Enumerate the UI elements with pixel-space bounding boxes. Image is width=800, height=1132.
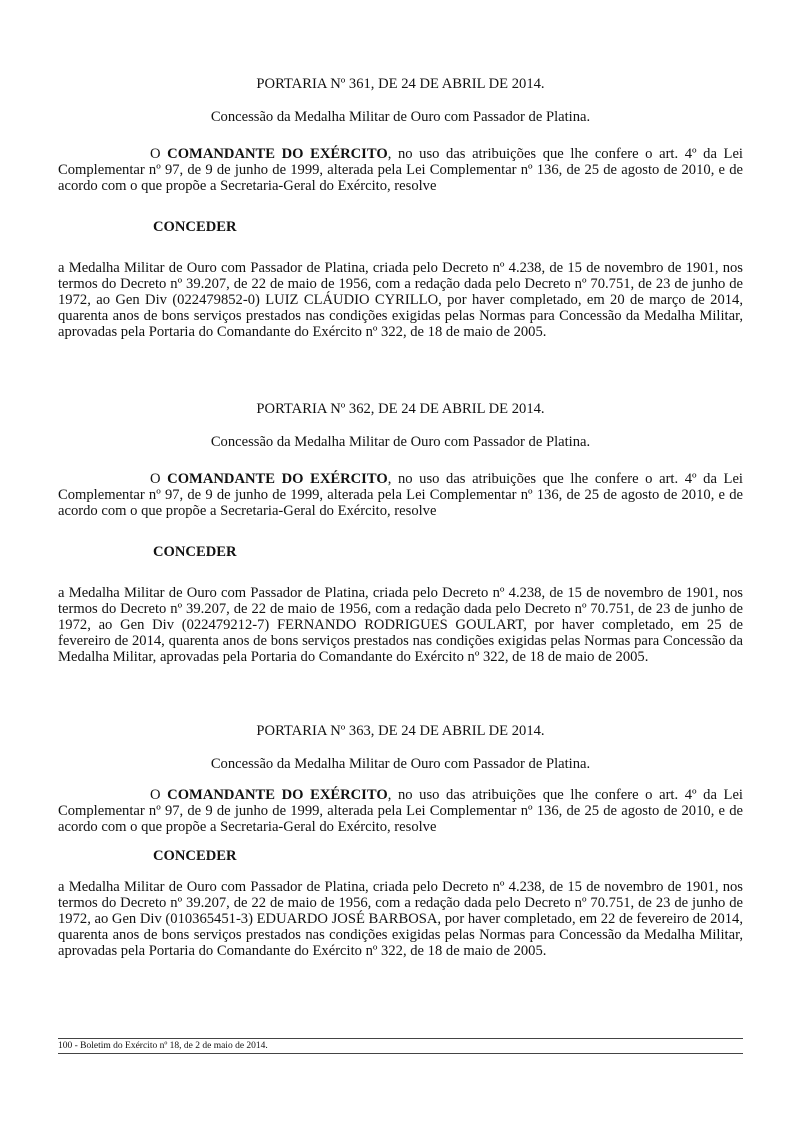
portaria-363 [58,723,743,960]
portaria-subtitle: Concessão da Medalha Militar de Ouro com Passador de Platina. [210,756,591,772]
portaria-361 [58,76,743,341]
footer-divider-top [58,1038,743,1039]
portaria-title: PORTARIA Nº 363, DE 24 DE ABRIL DE 2014. [256,723,545,739]
page-footer: 100 - Boletim do Exército nº 18, de 2 de maio de 2014. [58,1041,268,1051]
portaria-body: a Medalha Militar de Ouro com Passador de Platina, criada pelo Decreto nº 4.238, de 15 de novembro de 1901, nos termos do Decreto nº 39.207, de 22 de maio de 1956, com a redação dada pelo Decreto nº 70.751, de 23 de junho de 1972, ao Gen Div (022479852-0) LUIZ CLÁUDIO CYRILLO, por haver completado, em 20 de março de 2014, quarenta anos de bons serviços prestados nas condições exigidas pelas Normas para Concessão da Medalha Militar, aprovadas pela Portaria do Comandante do Exército nº 322, de 18 de maio de 2005. [58,259,743,341]
portaria-title: PORTARIA Nº 361, DE 24 DE ABRIL DE 2014. [256,76,545,92]
portaria-body: a Medalha Militar de Ouro com Passador de Platina, criada pelo Decreto nº 4.238, de 15 de novembro de 1901, nos termos do Decreto nº 39.207, de 22 de maio de 1956, com a redação dada pelo Decreto nº 70.751, de 23 de junho de 1972, ao Gen Div (022479212-7) FERNANDO RODRIGUES GOULART, por haver completado, em 25 de fevereiro de 2014, quarenta anos de bons serviços prestados nas condições exigidas pelas Normas para Concessão da Medalha Militar, aprovadas pela Portaria do Comandante do Exército nº 322, de 18 de maio de 2005. [58,584,743,666]
footer-divider-bottom [58,1053,743,1054]
intro-rest: , no uso das atribuições que lhe confere o art. 4º da Lei Complementar nº 97, de 9 de junho de 1999, alterada pela Lei Complementar nº 136, de 25 de agosto de 2010, e de acordo com o que propõe a Secretaria-Geral do Exército, resolve [58,471,743,520]
portaria-verb: CONCEDER [153,543,237,560]
portaria-verb: CONCEDER [153,218,237,235]
intro-rest: , no uso das atribuições que lhe confere o art. 4º da Lei Complementar nº 97, de 9 de junho de 1999, alterada pela Lei Complementar nº 136, de 25 de agosto de 2010, e de acordo com o que propõe a Secretaria-Geral do Exército, resolve [58,787,743,836]
portaria-intro [58,146,743,195]
intro-prefix: O [150,471,168,487]
portaria-verb: CONCEDER [153,847,237,864]
portaria-body: a Medalha Militar de Ouro com Passador de Platina, criada pelo Decreto nº 4.238, de 15 de novembro de 1901, nos termos do Decreto nº 39.207, de 22 de maio de 1956, com a redação dada pelo Decreto nº 70.751, de 23 de junho de 1972, ao Gen Div (010365451-3) EDUARDO JOSÉ BARBOSA, por haver completado, em 22 de fevereiro de 2014, quarenta anos de bons serviços prestados nas condições exigidas pelas Normas para Concessão da Medalha Militar, aprovadas pela Portaria do Comandante do Exército nº 322, de 18 de maio de 2005. [58,878,743,960]
portaria-intro [58,787,743,836]
intro-rest: , no uso das atribuições que lhe confere o art. 4º da Lei Complementar nº 97, de 9 de junho de 1999, alterada pela Lei Complementar nº 136, de 25 de agosto de 2010, e de acordo com o que propõe a Secretaria-Geral do Exército, resolve [58,146,743,195]
intro-prefix: O [150,787,168,803]
intro-authority: COMANDANTE DO EXÉRCITO [167,787,388,803]
portaria-intro [58,471,743,520]
portaria-362 [58,401,743,666]
intro-authority: COMANDANTE DO EXÉRCITO [167,471,388,487]
intro-authority: COMANDANTE DO EXÉRCITO [167,146,388,162]
intro-prefix: O [150,146,168,162]
portaria-title: PORTARIA Nº 362, DE 24 DE ABRIL DE 2014. [256,401,545,417]
portaria-subtitle: Concessão da Medalha Militar de Ouro com Passador de Platina. [210,109,591,125]
portaria-subtitle: Concessão da Medalha Militar de Ouro com Passador de Platina. [210,434,591,450]
